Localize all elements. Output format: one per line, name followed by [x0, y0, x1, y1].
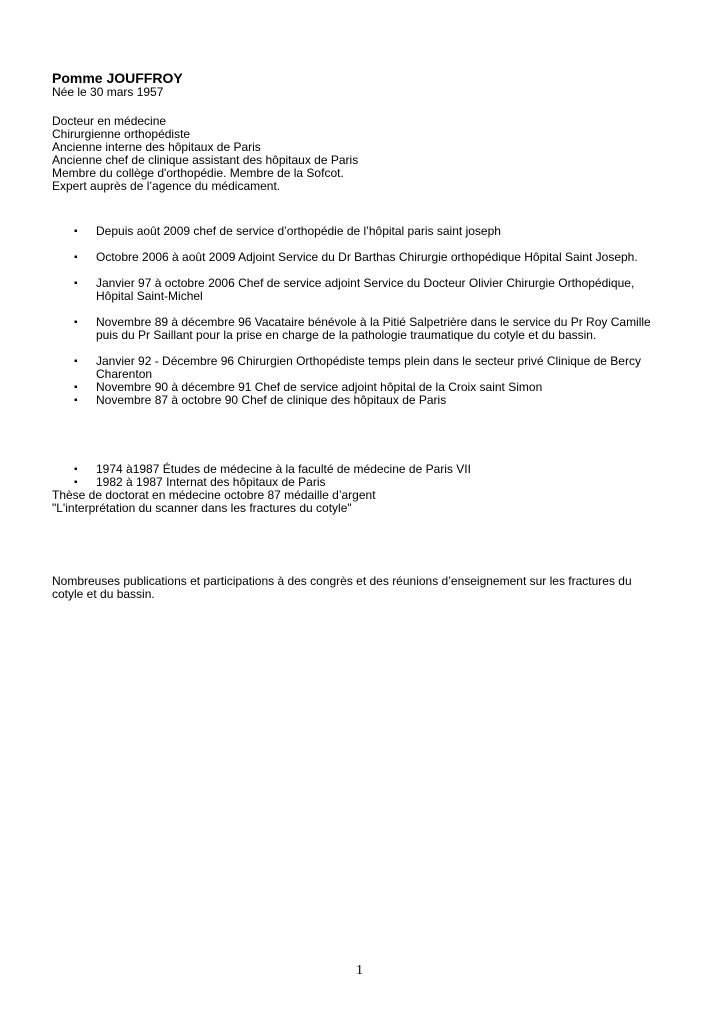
bullet-icon: ▪ — [74, 395, 78, 406]
publications-paragraph: Nombreuses publications et participations à des congrès et des réunions d’enseignement sur les fractures du cotyle et du bassin. — [52, 574, 632, 601]
education-item: ▪ 1982 à 1987 Internat des hôpitaux de Paris — [74, 475, 326, 489]
bullet-icon: ▪ — [74, 464, 78, 475]
thesis-block — [52, 489, 376, 515]
career-item: ▪ Novembre 87 à octobre 90 Chef de clinique des hôpitaux de Paris — [74, 393, 447, 407]
career-item: ▪ Novembre 89 à décembre 96 Vacataire bénévole à la Pitié Salpetrière dans le service du Pr Roy Camille puis du Pr Saillant pour la prise en charge de la pathologie traumatique du cotyle et du bassin. — [74, 315, 651, 342]
title-line: Expert auprès de l’agence du médicament. — [52, 179, 281, 193]
title-line: Chirurgienne orthopédiste — [52, 127, 191, 141]
thesis-line: Thèse de doctorat en médecine octobre 87 médaille d’argent — [52, 488, 376, 502]
career-item: ▪ Janvier 97 à octobre 2006 Chef de service adjoint Service du Docteur Olivier Chirurgie Orthopédique, Hôpital Saint-Michel — [74, 276, 635, 303]
bullet-icon: ▪ — [74, 226, 78, 237]
person-name: Pomme JOUFFROY — [52, 70, 183, 86]
thesis-title: "L'interprétation du scanner dans les fractures du cotyle" — [52, 501, 352, 515]
career-item: ▪ Octobre 2006 à août 2009 Adjoint Service du Dr Barthas Chirurgie orthopédique Hôpital Saint Joseph. — [74, 250, 638, 264]
title-line: Ancienne interne des hôpitaux de Paris — [52, 140, 261, 154]
career-list — [52, 225, 666, 407]
bullet-icon: ▪ — [74, 477, 78, 488]
bullet-icon: ▪ — [74, 382, 78, 393]
birth-date: Née le 30 mars 1957 — [52, 85, 164, 99]
bullet-icon: ▪ — [74, 356, 78, 367]
title-line: Docteur en médecine — [52, 114, 167, 128]
titles-block — [52, 115, 358, 193]
title-line: Membre du collège d'orthopédie. Membre de la Sofcot. — [52, 166, 344, 180]
bullet-icon: ▪ — [74, 317, 78, 328]
career-item: ▪ Janvier 92 - Décembre 96 Chirurgien Orthopédiste temps plein dans le secteur privé Clinique de Bercy Charenton — [74, 354, 641, 381]
bullet-icon: ▪ — [74, 278, 78, 289]
career-item: ▪ Depuis août 2009 chef de service d’orthopédie de l’hôpital paris saint joseph — [74, 224, 501, 238]
education-item: ▪ 1974 à1987 Études de médecine à la faculté de médecine de Paris VII — [74, 462, 471, 476]
page-number: 1 — [356, 963, 363, 978]
bullet-icon: ▪ — [74, 252, 78, 263]
title-line: Ancienne chef de clinique assistant des hôpitaux de Paris — [52, 153, 359, 167]
education-list — [52, 463, 666, 489]
career-item: ▪ Novembre 90 à décembre 91 Chef de service adjoint hôpital de la Croix saint Simon — [74, 380, 543, 394]
